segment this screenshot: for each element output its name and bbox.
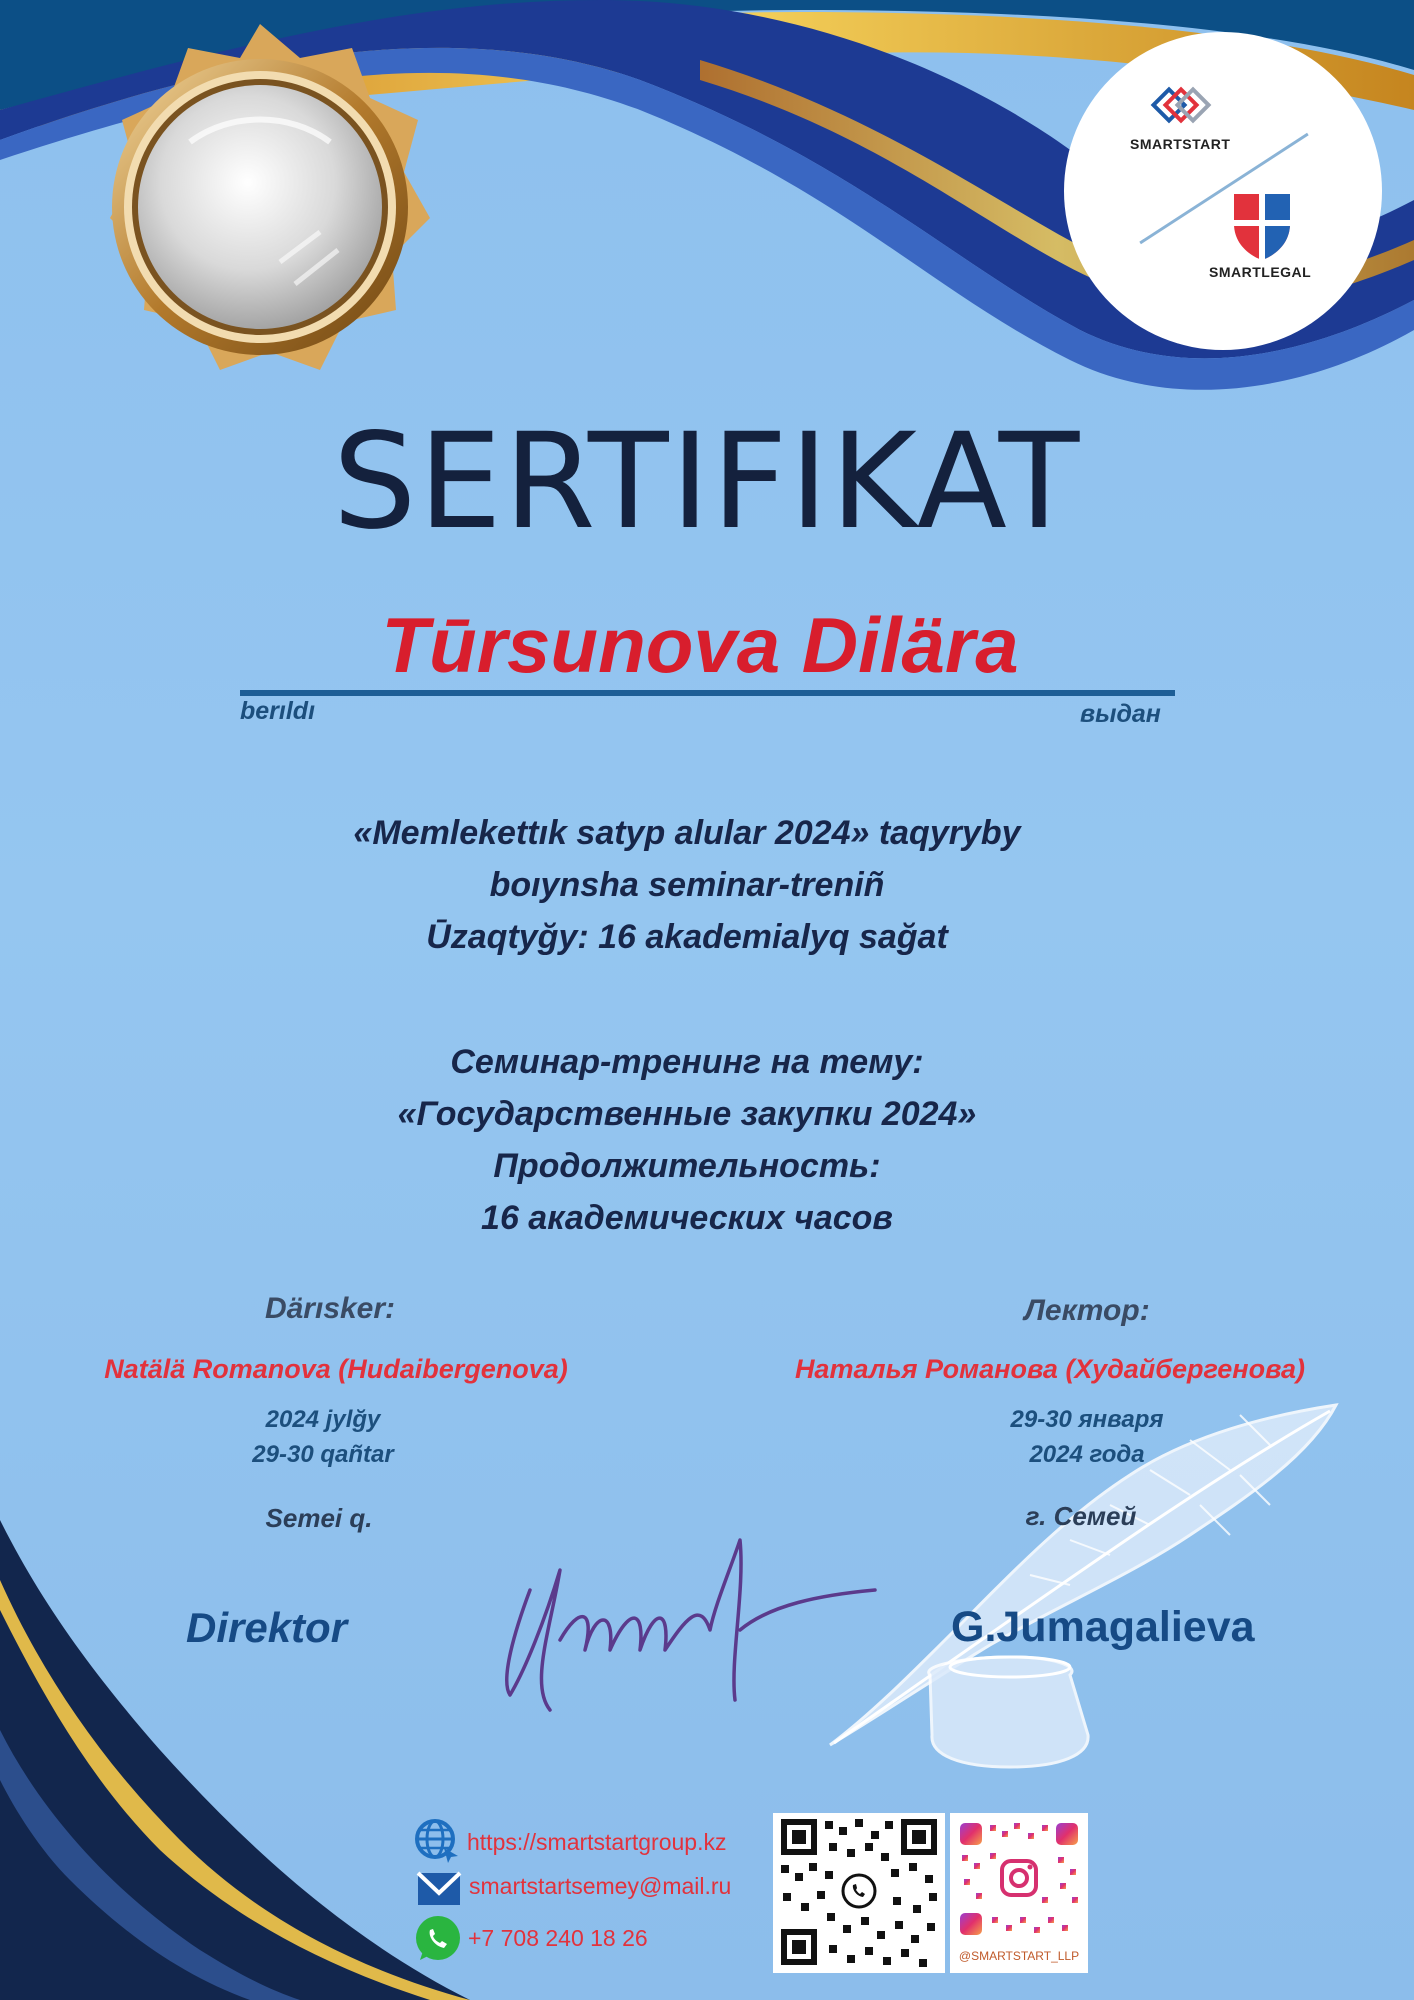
- course-ru-line: Продолжительность:: [493, 1147, 881, 1185]
- whatsapp-qr-code[interactable]: [773, 1813, 945, 1973]
- instagram-qr-pattern: [950, 1813, 1088, 1945]
- signatory-name: G.Jumagalieva: [951, 1603, 1255, 1651]
- email-link[interactable]: smartstartsemey@mail.ru: [469, 1873, 732, 1899]
- lecturer-name-ru: Наталья Романова (Худайбергенова): [794, 1354, 1306, 1384]
- certificate-title: SERTIFIKAT: [332, 405, 1082, 559]
- partner-logo-badge: [1064, 32, 1382, 350]
- date-ru-line: 2024 года: [1029, 1441, 1145, 1468]
- instagram-handle: @SMARTSTART_LLP: [958, 1949, 1080, 1963]
- issued-label-kz: berıldı: [240, 697, 316, 725]
- course-description-ru: [0, 1036, 1374, 1244]
- handwritten-signature: [490, 1510, 890, 1730]
- website-link[interactable]: https://smartstartgroup.kz: [467, 1829, 727, 1855]
- course-kz-line: «Memlekettık satyp alular 2024» taqyryby: [353, 814, 1021, 852]
- recipient-underline: [240, 690, 1175, 696]
- qr-code-pattern: [773, 1813, 945, 1973]
- course-ru-line: 16 академических часов: [481, 1199, 893, 1237]
- instagram-qr-code[interactable]: [950, 1813, 1088, 1973]
- course-ru-line: «Государственные закупки 2024»: [397, 1095, 977, 1133]
- issued-label-ru: выдан: [1080, 700, 1161, 728]
- city-ru: г. Семей: [1025, 1501, 1137, 1531]
- lecturer-name-kz: Natälä Romanova (Hudaibergenova): [104, 1354, 568, 1384]
- lecturer-heading-ru: Лектор:: [1024, 1294, 1150, 1327]
- course-kz-line: Ūzaqtyğy: 16 akademialyq sağat: [426, 918, 948, 956]
- date-ru: [937, 1402, 1237, 1472]
- smartstart-logo-text: SMARTSTART: [1130, 136, 1231, 152]
- signatory-role: Direktor: [186, 1604, 348, 1651]
- smartstart-logo-icon: [1148, 86, 1214, 134]
- date-kz-line: 2024 jylğy: [265, 1406, 381, 1433]
- whatsapp-icon: [412, 1914, 464, 1964]
- phone-number[interactable]: +7 708 240 18 26: [468, 1925, 648, 1951]
- recipient-name: Tūrsunova Dilära: [381, 601, 1019, 689]
- globe-icon: [414, 1818, 460, 1864]
- date-kz: [173, 1402, 473, 1472]
- medal-seal: [80, 22, 440, 392]
- mail-icon: [416, 1871, 462, 1907]
- course-description-kz: [0, 807, 1374, 963]
- course-kz-line: boıynsha seminar-treniñ: [489, 866, 885, 904]
- smartlegal-shield-icon: [1230, 190, 1294, 262]
- date-kz-line: 29-30 qañtar: [252, 1441, 394, 1468]
- bottom-left-decoration: [0, 1520, 470, 2000]
- lecturer-heading-kz: Därısker:: [264, 1292, 396, 1325]
- city-kz: Semei q.: [265, 1503, 373, 1533]
- course-ru-line: Семинар-тренинг на тему:: [450, 1043, 924, 1081]
- date-ru-line: 29-30 января: [1010, 1406, 1164, 1433]
- smartlegal-logo-text: SMARTLEGAL: [1209, 264, 1312, 280]
